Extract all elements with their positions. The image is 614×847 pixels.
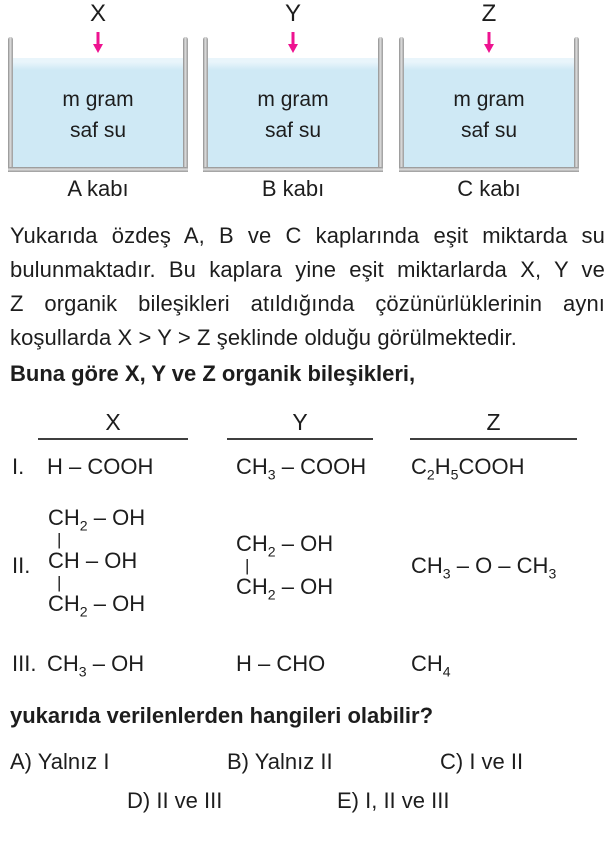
- beaker-wall-left: [203, 37, 208, 172]
- beaker-caption: B kabı: [261, 176, 325, 201]
- beaker-a: [8, 0, 188, 200]
- row-i-label: I.: [12, 454, 25, 479]
- bond-line: |: [245, 555, 250, 575]
- stem-line: Z organik bileşikleri atıldığında çözünürlüklerinin aynı: [10, 291, 605, 316]
- option-b: B) Yalnız II: [227, 749, 333, 774]
- formula-ii-z: $CH_3$ – O – $CH_3$: [411, 553, 557, 582]
- question-text: yukarıda verilenlerden hangileri olabilir?: [10, 703, 434, 728]
- beaker-wall-right: [574, 37, 579, 172]
- stem-line: bulunmaktadır. Bu kaplara yine eşit miktarlarda X, Y ve: [10, 257, 605, 282]
- row-iii-label: III.: [12, 651, 37, 676]
- formula-line: $CH_2$ – OH: [236, 531, 334, 560]
- formula-i-y: $CH_3$ – COOH: [236, 454, 367, 483]
- beaker-c: [399, 0, 579, 200]
- beaker-base: [203, 167, 383, 172]
- formula-i-x: H – COOH: [47, 454, 154, 479]
- stem-line: Yukarıda özdeş A, B ve C kaplarında eşit miktarda su: [10, 223, 605, 248]
- option-a: A) Yalnız I: [10, 749, 110, 774]
- water-text-line1: m gram: [62, 88, 134, 111]
- beaker-base: [8, 167, 188, 172]
- beaker-wall-left: [8, 37, 13, 172]
- water-text-line2: saf su: [69, 119, 127, 142]
- formula-i-z: $C_2H_5COOH$: [411, 454, 525, 483]
- table-header-x: X: [38, 409, 188, 440]
- beaker-vessel: [8, 37, 188, 172]
- beaker-caption: A kabı: [67, 176, 129, 201]
- formula-line: $CH_2$ – OH: [236, 574, 334, 603]
- substance-label-z: Z: [481, 0, 497, 27]
- option-c: C) I ve II: [440, 749, 524, 774]
- water-text-line1: m gram: [453, 88, 525, 111]
- formula-iii-y: H – CHO: [236, 651, 326, 676]
- beaker-wall-right: [183, 37, 188, 172]
- water-text-line1: m gram: [257, 88, 329, 111]
- option-d: D) II ve III: [127, 788, 223, 813]
- water-fill: [207, 58, 379, 168]
- structure-ii-x: [48, 505, 146, 620]
- substance-label-x: X: [89, 0, 106, 27]
- stem-emphasis: Buna göre X, Y ve Z organik bileşikleri,: [10, 361, 416, 386]
- beaker-base: [399, 167, 579, 172]
- bond-line: |: [57, 529, 62, 549]
- row-ii-label: II.: [12, 553, 31, 578]
- beaker-vessel: [399, 37, 579, 172]
- substance-label-y: Y: [284, 0, 301, 27]
- table-header-y: Y: [227, 409, 373, 440]
- formula-line: $CH_2$ – OH: [48, 505, 146, 534]
- beaker-wall-right: [378, 37, 383, 172]
- formula-line: CH – OH: [48, 548, 138, 573]
- beaker-vessel: [203, 37, 383, 172]
- question-stem: [10, 219, 605, 355]
- water-fill: [403, 58, 575, 168]
- formula-iii-x: $CH_3$ – OH: [47, 651, 145, 680]
- formula-line: $CH_2$ – OH: [48, 591, 146, 620]
- formula-iii-z: $CH_4$: [411, 651, 451, 680]
- beaker-caption: C kabı: [457, 176, 521, 201]
- beaker-wall-left: [399, 37, 404, 172]
- beaker-b: [203, 0, 383, 200]
- structure-ii-y: [236, 531, 334, 603]
- stem-line: koşullarda X > Y > Z şeklinde olduğu görülmektedir.: [10, 325, 517, 350]
- water-text-line2: saf su: [460, 119, 518, 142]
- water-fill: [12, 58, 184, 168]
- table-header-z: Z: [410, 409, 577, 440]
- bond-line: |: [57, 572, 62, 592]
- option-e: E) I, II ve III: [337, 788, 450, 813]
- water-text-line2: saf su: [264, 119, 322, 142]
